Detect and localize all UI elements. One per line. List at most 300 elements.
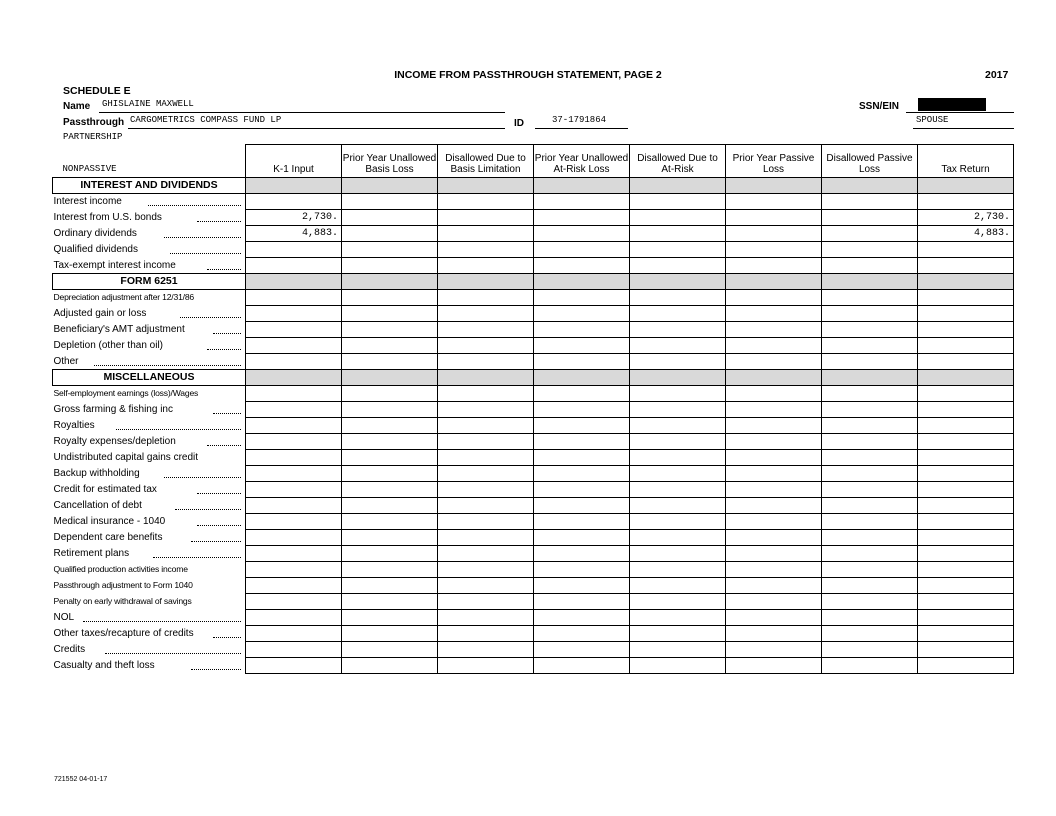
- k1-input-cell[interactable]: 2,730.: [246, 210, 342, 226]
- k1-input-cell[interactable]: [246, 306, 342, 322]
- value-cell[interactable]: [534, 530, 630, 546]
- value-cell[interactable]: [726, 546, 822, 562]
- value-cell[interactable]: [822, 610, 918, 626]
- name-value: GHISLAINE MAXWELL: [102, 99, 194, 109]
- row-label: [53, 498, 246, 514]
- value-cell[interactable]: [438, 546, 534, 562]
- section-shade-cell: [534, 274, 630, 290]
- tax-return-cell[interactable]: [918, 466, 1014, 482]
- k1-input-cell[interactable]: 4,883.: [246, 226, 342, 242]
- value-cell[interactable]: [438, 594, 534, 610]
- value-cell[interactable]: [342, 242, 438, 258]
- tax-return-cell[interactable]: [918, 338, 1014, 354]
- value-cell[interactable]: [630, 386, 726, 402]
- value-cell[interactable]: [726, 258, 822, 274]
- value-cell[interactable]: [822, 226, 918, 242]
- value-cell[interactable]: [630, 482, 726, 498]
- value-cell[interactable]: [438, 498, 534, 514]
- value-cell[interactable]: [438, 418, 534, 434]
- value-cell[interactable]: [726, 306, 822, 322]
- tax-return-cell[interactable]: [918, 546, 1014, 562]
- value-cell[interactable]: [630, 194, 726, 210]
- value-cell[interactable]: [630, 594, 726, 610]
- value-cell[interactable]: [438, 306, 534, 322]
- value-cell[interactable]: [726, 466, 822, 482]
- value-cell[interactable]: [534, 578, 630, 594]
- dot-leader: [197, 484, 241, 494]
- value-cell[interactable]: [342, 498, 438, 514]
- k1-input-cell[interactable]: [246, 322, 342, 338]
- row-label-text: Credit for estimated tax: [53, 484, 157, 495]
- value-cell[interactable]: [630, 338, 726, 354]
- value-cell[interactable]: [534, 322, 630, 338]
- value-cell[interactable]: [342, 194, 438, 210]
- value-cell[interactable]: [342, 514, 438, 530]
- value-cell[interactable]: [534, 466, 630, 482]
- value-cell[interactable]: [534, 354, 630, 370]
- value-cell[interactable]: [630, 546, 726, 562]
- table-row: [53, 242, 1014, 258]
- value-cell[interactable]: [822, 338, 918, 354]
- row-label-text: Backup withholding: [53, 468, 140, 479]
- value-cell[interactable]: [342, 642, 438, 658]
- value-cell[interactable]: [534, 450, 630, 466]
- value-cell[interactable]: [438, 258, 534, 274]
- value-cell[interactable]: [726, 514, 822, 530]
- row-label: [53, 210, 246, 226]
- row-label-text: Retirement plans: [53, 548, 130, 559]
- value-cell[interactable]: [438, 402, 534, 418]
- value-cell[interactable]: [726, 530, 822, 546]
- value-cell[interactable]: [534, 514, 630, 530]
- dot-leader: [180, 308, 241, 318]
- value-cell[interactable]: [342, 402, 438, 418]
- value-cell[interactable]: [822, 562, 918, 578]
- value-cell[interactable]: [534, 498, 630, 514]
- value-cell[interactable]: [630, 450, 726, 466]
- value-cell[interactable]: [342, 210, 438, 226]
- passthrough-table: [52, 144, 1014, 674]
- value-cell[interactable]: [822, 530, 918, 546]
- dot-leader: [105, 644, 241, 654]
- tax-return-cell[interactable]: [918, 482, 1014, 498]
- value-cell[interactable]: [438, 482, 534, 498]
- passthrough-value: CARGOMETRICS COMPASS FUND LP: [130, 115, 282, 125]
- value-cell[interactable]: [438, 450, 534, 466]
- value-cell[interactable]: [822, 642, 918, 658]
- value-cell[interactable]: [534, 594, 630, 610]
- row-label: [53, 194, 246, 210]
- k1-input-cell[interactable]: [246, 258, 342, 274]
- value-cell[interactable]: [726, 322, 822, 338]
- table-row: [53, 322, 1014, 338]
- tax-return-cell[interactable]: [918, 514, 1014, 530]
- value-cell[interactable]: [726, 210, 822, 226]
- table-row: [53, 466, 1014, 482]
- value-cell[interactable]: [726, 386, 822, 402]
- dot-leader: [207, 340, 241, 350]
- dot-leader: [153, 548, 241, 558]
- k1-input-cell[interactable]: [246, 386, 342, 402]
- value-cell[interactable]: [534, 242, 630, 258]
- table-row: [53, 386, 1014, 402]
- value-cell[interactable]: [534, 258, 630, 274]
- passthrough-label: Passthrough: [63, 117, 125, 128]
- col-header-prior-year-unallowed-at-risk-loss: Prior Year Unallowed At-Risk Loss: [534, 145, 630, 178]
- table-row: [53, 642, 1014, 658]
- row-label: [53, 482, 246, 498]
- row-label-text: Qualified production activities income: [53, 564, 188, 574]
- tax-return-cell[interactable]: [918, 322, 1014, 338]
- value-cell[interactable]: [726, 642, 822, 658]
- value-cell[interactable]: [438, 626, 534, 642]
- value-cell[interactable]: [822, 402, 918, 418]
- section-title: MISCELLANEOUS: [53, 370, 246, 386]
- tax-return-cell[interactable]: 4,883.: [918, 226, 1014, 242]
- tax-return-cell[interactable]: [918, 434, 1014, 450]
- value-cell[interactable]: [630, 626, 726, 642]
- value-cell[interactable]: [726, 402, 822, 418]
- k1-input-cell[interactable]: [246, 530, 342, 546]
- row-label: [53, 626, 246, 642]
- value-cell[interactable]: [822, 626, 918, 642]
- value-cell[interactable]: [534, 626, 630, 642]
- value-cell[interactable]: [438, 194, 534, 210]
- k1-input-cell[interactable]: [246, 594, 342, 610]
- k1-input-cell[interactable]: [246, 578, 342, 594]
- value-cell[interactable]: [534, 306, 630, 322]
- tax-return-cell[interactable]: [918, 402, 1014, 418]
- k1-input-cell[interactable]: [246, 658, 342, 674]
- value-cell[interactable]: [630, 578, 726, 594]
- value-cell[interactable]: [630, 418, 726, 434]
- table-row: [53, 626, 1014, 642]
- value-cell[interactable]: [342, 530, 438, 546]
- k1-input-cell[interactable]: [246, 402, 342, 418]
- row-label: [53, 658, 246, 674]
- row-label: [53, 434, 246, 450]
- dot-leader: [197, 212, 241, 222]
- value-cell[interactable]: [438, 658, 534, 674]
- row-label: [53, 450, 246, 466]
- value-cell[interactable]: [438, 530, 534, 546]
- value-cell[interactable]: [438, 562, 534, 578]
- section-shade-cell: [342, 178, 438, 194]
- value-cell[interactable]: [534, 482, 630, 498]
- value-cell[interactable]: [630, 434, 726, 450]
- tax-return-cell[interactable]: [918, 306, 1014, 322]
- row-label-text: Cancellation of debt: [53, 500, 142, 511]
- value-cell[interactable]: [630, 354, 726, 370]
- tax-return-cell[interactable]: [918, 450, 1014, 466]
- value-cell[interactable]: [342, 466, 438, 482]
- value-cell[interactable]: [630, 322, 726, 338]
- value-cell[interactable]: [822, 306, 918, 322]
- value-cell[interactable]: [726, 610, 822, 626]
- value-cell[interactable]: [534, 402, 630, 418]
- value-cell[interactable]: [822, 386, 918, 402]
- section-shade-cell: [630, 370, 726, 386]
- tax-return-cell[interactable]: [918, 642, 1014, 658]
- dot-leader: [170, 244, 241, 254]
- value-cell[interactable]: [534, 386, 630, 402]
- k1-input-cell[interactable]: [246, 498, 342, 514]
- value-cell[interactable]: [630, 258, 726, 274]
- tax-return-cell[interactable]: [918, 498, 1014, 514]
- section-shade-cell: [726, 370, 822, 386]
- row-label: [53, 386, 246, 402]
- value-cell[interactable]: [726, 434, 822, 450]
- tax-return-cell[interactable]: [918, 194, 1014, 210]
- dot-leader: [94, 356, 241, 366]
- table-row: [53, 402, 1014, 418]
- tax-return-cell[interactable]: [918, 290, 1014, 306]
- value-cell[interactable]: [534, 546, 630, 562]
- value-cell[interactable]: [534, 194, 630, 210]
- value-cell[interactable]: [822, 210, 918, 226]
- dot-leader: [197, 516, 241, 526]
- value-cell[interactable]: [822, 194, 918, 210]
- k1-input-cell[interactable]: [246, 546, 342, 562]
- value-cell[interactable]: [822, 258, 918, 274]
- value-cell[interactable]: [726, 418, 822, 434]
- k1-input-cell[interactable]: [246, 626, 342, 642]
- ssn-field: [906, 98, 1014, 113]
- value-cell[interactable]: [726, 498, 822, 514]
- tax-return-cell[interactable]: [918, 594, 1014, 610]
- value-cell[interactable]: [342, 226, 438, 242]
- col-header-prior-year-passive-loss: Prior Year Passive Loss: [726, 145, 822, 178]
- tax-return-cell[interactable]: [918, 258, 1014, 274]
- table-row: [53, 338, 1014, 354]
- value-cell[interactable]: [534, 290, 630, 306]
- col-header-k1-input: K-1 Input: [246, 145, 342, 178]
- value-cell[interactable]: [438, 578, 534, 594]
- value-cell[interactable]: [342, 434, 438, 450]
- k1-input-cell[interactable]: [246, 418, 342, 434]
- k1-input-cell[interactable]: [246, 194, 342, 210]
- row-label-text: Other taxes/recapture of credits: [53, 628, 194, 639]
- value-cell[interactable]: [342, 386, 438, 402]
- tax-return-cell[interactable]: [918, 658, 1014, 674]
- value-cell[interactable]: [726, 290, 822, 306]
- k1-input-cell[interactable]: [246, 242, 342, 258]
- value-cell[interactable]: [438, 338, 534, 354]
- value-cell[interactable]: [534, 338, 630, 354]
- value-cell[interactable]: [438, 434, 534, 450]
- section-title: INTEREST AND DIVIDENDS: [53, 178, 246, 194]
- k1-input-cell[interactable]: [246, 450, 342, 466]
- k1-input-cell[interactable]: [246, 290, 342, 306]
- row-label: [53, 322, 246, 338]
- value-cell[interactable]: [630, 562, 726, 578]
- value-cell[interactable]: [630, 290, 726, 306]
- value-cell[interactable]: [438, 210, 534, 226]
- value-cell[interactable]: [726, 226, 822, 242]
- table-row: [53, 578, 1014, 594]
- value-cell[interactable]: [726, 194, 822, 210]
- value-cell[interactable]: [726, 338, 822, 354]
- tax-return-cell[interactable]: [918, 626, 1014, 642]
- row-label: [53, 402, 246, 418]
- value-cell[interactable]: [342, 338, 438, 354]
- value-cell[interactable]: [438, 322, 534, 338]
- k1-input-cell[interactable]: [246, 434, 342, 450]
- value-cell[interactable]: [342, 322, 438, 338]
- value-cell[interactable]: [342, 418, 438, 434]
- value-cell[interactable]: [342, 546, 438, 562]
- value-cell[interactable]: [726, 354, 822, 370]
- row-label-text: Penalty on early withdrawal of savings: [53, 596, 192, 606]
- value-cell[interactable]: [534, 610, 630, 626]
- value-cell[interactable]: [726, 658, 822, 674]
- value-cell[interactable]: [822, 658, 918, 674]
- table-row: [53, 450, 1014, 466]
- k1-input-cell[interactable]: [246, 610, 342, 626]
- value-cell[interactable]: [342, 290, 438, 306]
- tax-return-cell[interactable]: [918, 530, 1014, 546]
- section-shade-cell: [534, 178, 630, 194]
- section-header-row: [53, 178, 1014, 194]
- row-label: [53, 562, 246, 578]
- spouse-field: [913, 114, 1014, 129]
- value-cell[interactable]: [342, 610, 438, 626]
- value-cell[interactable]: [630, 402, 726, 418]
- tax-return-cell[interactable]: [918, 610, 1014, 626]
- value-cell[interactable]: [822, 418, 918, 434]
- value-cell[interactable]: [438, 642, 534, 658]
- tax-return-cell[interactable]: 2,730.: [918, 210, 1014, 226]
- value-cell[interactable]: [438, 610, 534, 626]
- value-cell[interactable]: [438, 290, 534, 306]
- value-cell[interactable]: [822, 290, 918, 306]
- ssn-label: SSN/EIN: [859, 101, 900, 112]
- value-cell[interactable]: [342, 562, 438, 578]
- value-cell[interactable]: [534, 562, 630, 578]
- value-cell[interactable]: [822, 578, 918, 594]
- k1-input-cell[interactable]: [246, 562, 342, 578]
- value-cell[interactable]: [630, 514, 726, 530]
- k1-input-cell[interactable]: [246, 466, 342, 482]
- dot-leader: [207, 436, 241, 446]
- value-cell[interactable]: [342, 578, 438, 594]
- value-cell[interactable]: [822, 546, 918, 562]
- redaction-block: [918, 98, 986, 111]
- section-shade-cell: [246, 370, 342, 386]
- value-cell[interactable]: [342, 658, 438, 674]
- value-cell[interactable]: [342, 594, 438, 610]
- value-cell[interactable]: [630, 498, 726, 514]
- value-cell[interactable]: [726, 578, 822, 594]
- value-cell[interactable]: [822, 354, 918, 370]
- value-cell[interactable]: [726, 562, 822, 578]
- name-label: Name: [63, 101, 91, 112]
- tax-return-cell[interactable]: [918, 562, 1014, 578]
- value-cell[interactable]: [534, 658, 630, 674]
- value-cell[interactable]: [726, 482, 822, 498]
- col-header-disallowed-at-risk: Disallowed Due to At-Risk: [630, 145, 726, 178]
- value-cell[interactable]: [630, 658, 726, 674]
- value-cell[interactable]: [534, 226, 630, 242]
- k1-input-cell[interactable]: [246, 642, 342, 658]
- value-cell[interactable]: [822, 242, 918, 258]
- value-cell[interactable]: [822, 322, 918, 338]
- table-row: [53, 530, 1014, 546]
- col-header-tax-return: Tax Return: [918, 145, 1014, 178]
- table-row: [53, 418, 1014, 434]
- dot-leader: [191, 532, 241, 542]
- tax-return-cell[interactable]: [918, 354, 1014, 370]
- value-cell[interactable]: [534, 642, 630, 658]
- value-cell[interactable]: [822, 482, 918, 498]
- value-cell[interactable]: [438, 386, 534, 402]
- tax-return-cell[interactable]: [918, 386, 1014, 402]
- value-cell[interactable]: [630, 210, 726, 226]
- k1-input-cell[interactable]: [246, 338, 342, 354]
- value-cell[interactable]: [630, 642, 726, 658]
- value-cell[interactable]: [534, 418, 630, 434]
- value-cell[interactable]: [822, 434, 918, 450]
- value-cell[interactable]: [726, 242, 822, 258]
- row-label-text: Passthrough adjustment to Form 1040: [53, 580, 193, 590]
- value-cell[interactable]: [630, 610, 726, 626]
- value-cell[interactable]: [438, 354, 534, 370]
- value-cell[interactable]: [438, 242, 534, 258]
- value-cell[interactable]: [438, 466, 534, 482]
- value-cell[interactable]: [438, 514, 534, 530]
- value-cell[interactable]: [534, 210, 630, 226]
- section-shade-cell: [438, 178, 534, 194]
- value-cell[interactable]: [630, 466, 726, 482]
- k1-input-cell[interactable]: [246, 514, 342, 530]
- tax-return-cell[interactable]: [918, 578, 1014, 594]
- value-cell[interactable]: [342, 482, 438, 498]
- value-cell[interactable]: [534, 434, 630, 450]
- value-cell[interactable]: [342, 450, 438, 466]
- value-cell[interactable]: [342, 354, 438, 370]
- section-shade-cell: [630, 178, 726, 194]
- tax-return-cell[interactable]: [918, 242, 1014, 258]
- section-shade-cell: [534, 370, 630, 386]
- value-cell[interactable]: [342, 258, 438, 274]
- section-shade-cell: [246, 274, 342, 290]
- value-cell[interactable]: [822, 466, 918, 482]
- value-cell[interactable]: [726, 626, 822, 642]
- row-label-text: Beneficiary's AMT adjustment: [53, 324, 185, 335]
- value-cell[interactable]: [726, 450, 822, 466]
- value-cell[interactable]: [630, 226, 726, 242]
- value-cell[interactable]: [342, 626, 438, 642]
- row-label: [53, 594, 246, 610]
- value-cell[interactable]: [630, 530, 726, 546]
- row-label-text: Depreciation adjustment after 12/31/86: [53, 292, 194, 303]
- value-cell[interactable]: [822, 594, 918, 610]
- tax-return-cell[interactable]: [918, 418, 1014, 434]
- value-cell[interactable]: [438, 226, 534, 242]
- k1-input-cell[interactable]: [246, 354, 342, 370]
- value-cell[interactable]: [822, 514, 918, 530]
- value-cell[interactable]: [726, 594, 822, 610]
- passthrough-field: [128, 114, 505, 129]
- value-cell[interactable]: [630, 242, 726, 258]
- row-label-text: Tax-exempt interest income: [53, 259, 176, 271]
- k1-input-cell[interactable]: [246, 482, 342, 498]
- page-title: INCOME FROM PASSTHROUGH STATEMENT, PAGE 2: [394, 69, 662, 81]
- value-cell[interactable]: [822, 498, 918, 514]
- value-cell[interactable]: [822, 450, 918, 466]
- value-cell[interactable]: [342, 306, 438, 322]
- value-cell[interactable]: [630, 306, 726, 322]
